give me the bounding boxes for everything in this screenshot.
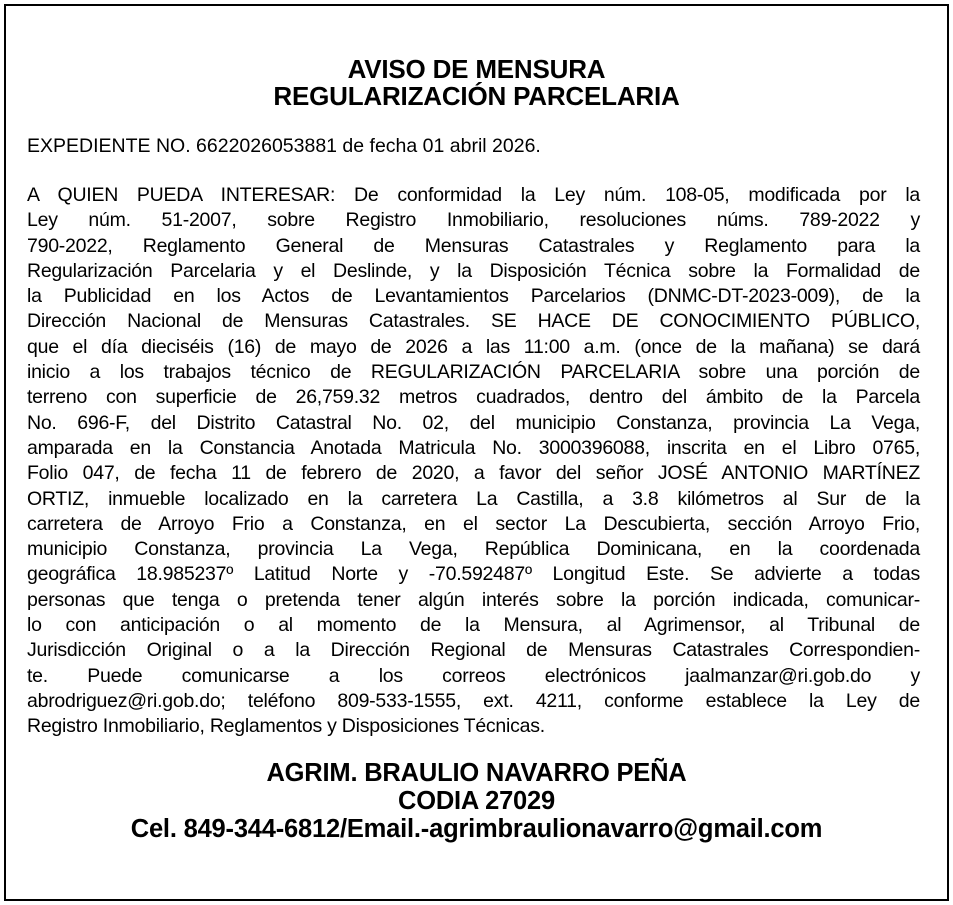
body-line: lo con anticipación o al momento de la Mensura, al Agrimensor, al Tribunal de bbox=[27, 614, 920, 637]
body-line: Registro Inmobiliario, Reglamentos y Disposiciones Técnicas. bbox=[27, 715, 545, 738]
notice-subtitle: REGULARIZACIÓN PARCELARIA bbox=[273, 81, 680, 111]
body-line: abrodriguez@ri.gob.do; teléfono 809-533-1555, ext. 4211, conforme establece la Ley de bbox=[27, 689, 920, 712]
body-line: municipio Constanza, provincia La Vega, República Dominicana, en la coordenada bbox=[27, 538, 920, 561]
body-line: carretera de Arroyo Frio a Constanza, en el sector La Descubierta, sección Arroyo Frio, bbox=[27, 512, 920, 535]
signature-contact: Cel. 849-344-6812/Email.-agrimbraulionavarro@gmail.com bbox=[130, 815, 823, 843]
body-line: ORTIZ, inmueble localizado en la carretera La Castilla, a 3.8 kilómetros al Sur de la bbox=[27, 487, 920, 510]
body-line: inicio a los trabajos técnico de REGULARIZACIÓN PARCELARIA sobre una porción de bbox=[27, 361, 920, 384]
body-line: Ley núm. 51-2007, sobre Registro Inmobiliario, resoluciones núms. 789-2022 y bbox=[27, 209, 920, 232]
notice-title: AVISO DE MENSURA bbox=[347, 54, 606, 84]
body-line: 790-2022, Reglamento General de Mensuras Catastrales y Reglamento para la bbox=[27, 234, 920, 257]
body-line: Regularización Parcelaria y el Deslinde, y la Disposición Técnica sobre la Formalidad de bbox=[27, 259, 920, 282]
body-line: la Publicidad en los Actos de Levantamientos Parcelarios (DNMC-DT-2023-009), de la bbox=[27, 285, 920, 308]
body-line: Folio 047, de fecha 11 de febrero de 2020, a favor del señor JOSÉ ANTONIO MARTÍNEZ bbox=[27, 462, 920, 485]
signature-name: AGRIM. BRAULIO NAVARRO PEÑA bbox=[266, 759, 687, 787]
body-line: Dirección Nacional de Mensuras Catastrales. SE HACE DE CONOCIMIENTO PÚBLICO, bbox=[27, 310, 920, 333]
expediente-line: EXPEDIENTE NO. 6622026053881 de fecha 01 abril 2026. bbox=[27, 135, 541, 157]
body-line: personas que tenga o pretenda tener algún interés sobre la porción indicada, comunicar- bbox=[27, 588, 920, 611]
body-line: A QUIEN PUEDA INTERESAR: De conformidad la Ley núm. 108-05, modificada por la bbox=[27, 184, 920, 206]
body-line: que el día dieciséis (16) de mayo de 2026 a las 11:00 a.m. (once de la mañana) se dará bbox=[27, 335, 920, 358]
notice-body bbox=[27, 183, 920, 740]
body-line: te. Puede comunicarse a los correos electrónicos jaalmanzar@ri.gob.do y bbox=[27, 664, 920, 687]
body-line: amparada en la Constancia Anotada Matricula No. 3000396088, inscrita en el Libro 0765, bbox=[27, 436, 920, 459]
body-line: geográfica 18.985237º Latitud Norte y -70.592487º Longitud Este. Se advierte a todas bbox=[27, 563, 920, 586]
body-line: Jurisdicción Original o a la Dirección Regional de Mensuras Catastrales Correspondien- bbox=[27, 639, 920, 662]
body-line: No. 696-F, del Distrito Catastral No. 02, del municipio Constanza, provincia La Vega, bbox=[27, 411, 920, 434]
body-line: terreno con superficie de 26,759.32 metros cuadrados, dentro del ámbito de la Parcela bbox=[27, 386, 920, 409]
signature-codia: CODIA 27029 bbox=[397, 787, 555, 815]
